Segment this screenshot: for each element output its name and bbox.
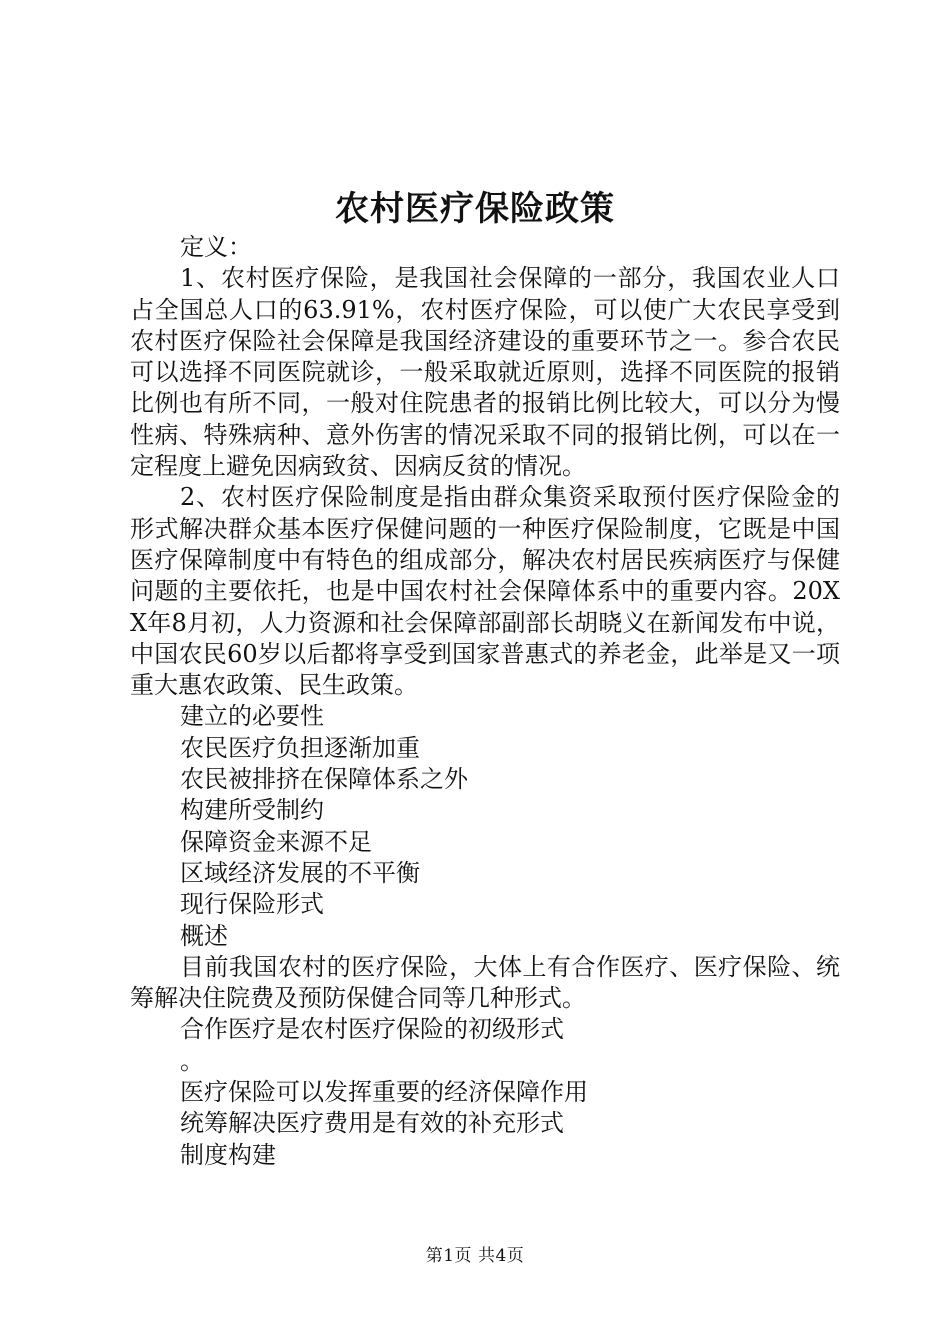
heading-necessity: 建立的必要性: [180, 702, 324, 731]
heading-constraints: 构建所受制约: [180, 796, 324, 825]
list-item: 农民医疗负担逐渐加重: [180, 733, 420, 762]
list-item: 医疗保险可以发挥重要的经济保障作用: [180, 1078, 588, 1107]
list-item: 。: [180, 1046, 204, 1075]
document-title: 农村医疗保险政策: [335, 189, 615, 229]
document-body: [130, 232, 840, 1171]
paragraph-1: 1、农村医疗保险，是我国社会保障的一部分，我国农业人口占全国总人口的63.91%，农村医疗保险，可以使广大农民享受到农村医疗保险社会保障是我国经济建设的重要环节之一。参合农民可以选择不同医院就诊，一般采取就近原则，选择不同医院的报销比例也有所不同，一般对住院患者的报销比例比较大，可以分为慢性病、特殊病种、意外伤害的情况采取不同的报销比例，可以在一定程度上避免因病致贫、因病反贫的情况。: [130, 264, 840, 481]
heading-overview: 概述: [180, 921, 228, 950]
heading-current-forms: 现行保险形式: [180, 890, 324, 919]
paragraph-overview: 目前我国农村的医疗保险，大体上有合作医疗、医疗保险、统筹解决住院费及预防保健合同等几种形式。: [130, 952, 840, 1013]
list-item: 合作医疗是农村医疗保险的初级形式: [180, 1015, 564, 1044]
list-item: 农民被排挤在保障体系之外: [180, 765, 468, 794]
heading-system-construction: 制度构建: [180, 1140, 276, 1169]
list-item: 统筹解决医疗费用是有效的补充形式: [180, 1109, 564, 1138]
paragraph-definition: 定义：: [180, 233, 252, 261]
page-footer: 第1页 共4页: [425, 1246, 525, 1266]
list-item: 区域经济发展的不平衡: [180, 858, 420, 887]
paragraph-2: 2、农村医疗保险制度是指由群众集资采取预付医疗保险金的形式解决群众基本医疗保健问题的一种医疗保险制度，它既是中国医疗保障制度中有特色的组成部分，解决农村居民疾病医疗与保健问题的主要依托，也是中国农村社会保障体系中的重要内容。20XX年8月初，人力资源和社会保障部副部长胡晓义在新闻发布中说，中国农民60岁以后都将享受到国家普惠式的养老金，此举是又一项重大惠农政策、民生政策。: [130, 483, 840, 700]
list-item: 保障资金来源不足: [180, 827, 372, 856]
